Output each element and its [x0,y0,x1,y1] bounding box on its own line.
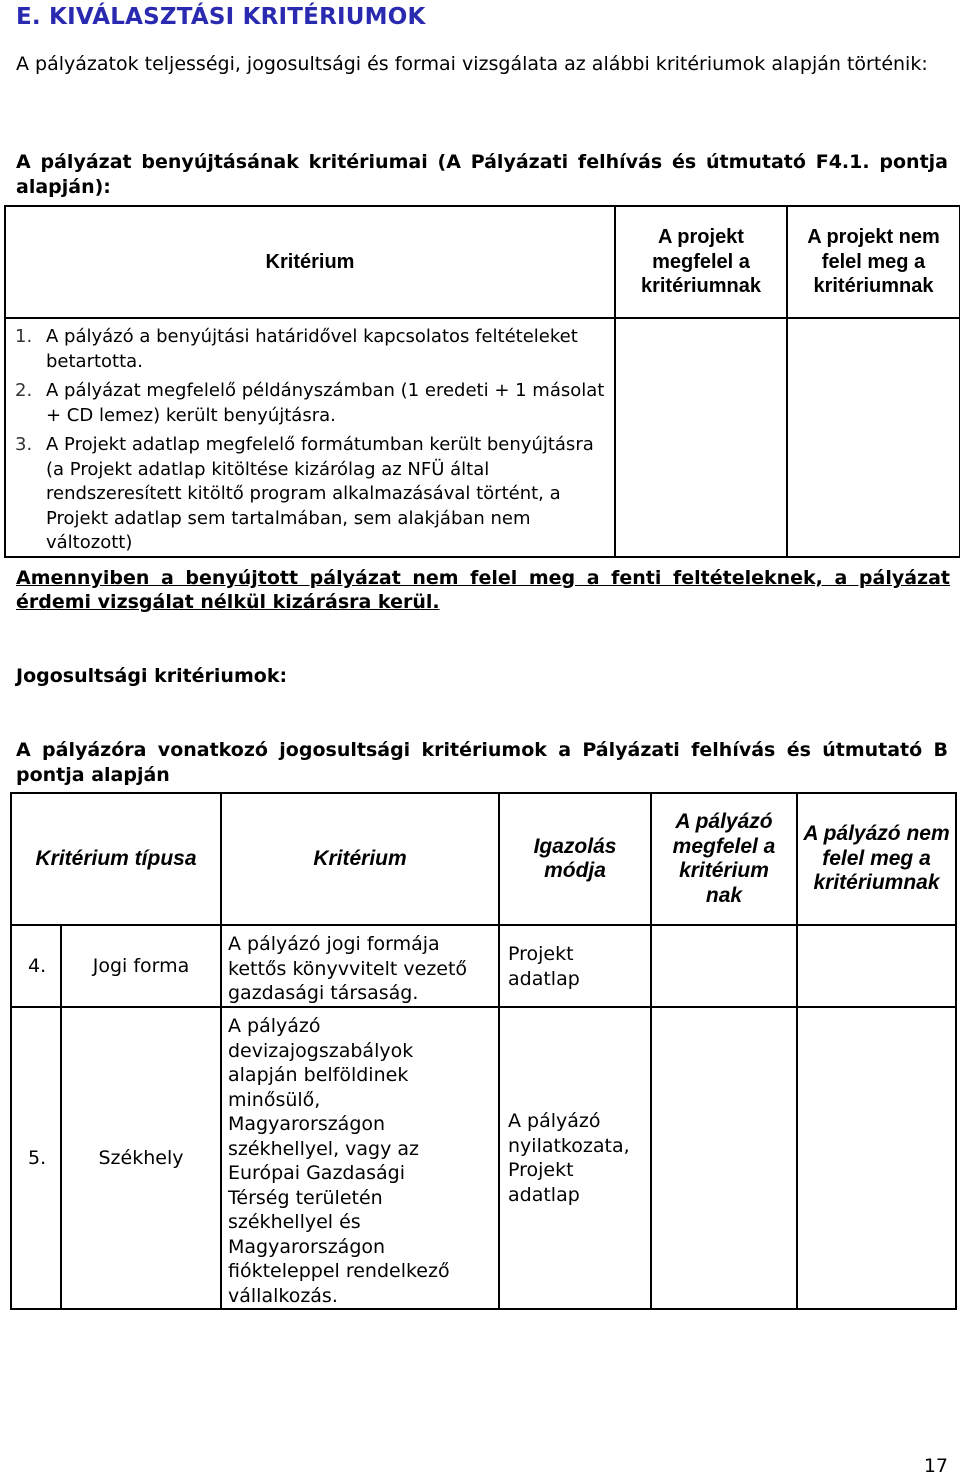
criterion-text: A pályázó a benyújtási határidővel kapcsolatos feltételeket betartotta. [46,326,578,372]
header-type: Kritérium típusa [11,793,221,925]
header-not-meets: A pályázó nem felel meg a kritériumnak [797,793,956,925]
section-title: E. KIVÁLASZTÁSI KRITÉRIUMOK [16,4,426,30]
criterion-row-1: 1. A pályázó a benyújtási határidővel kapcsolatos feltételeket betartotta. [15,326,578,372]
eligibility-heading: Jogosultsági kritériumok: [16,665,288,687]
header-criterion: Kritérium [221,793,499,925]
submission-criteria-table [4,205,959,558]
not-meets-cell [797,925,956,1007]
eligibility-subheading: A pályázóra vonatkozó jogosultsági kritériumok a Pályázati felhívás és útmutató B pontja alapján [16,739,948,786]
not-meets-cell [797,1007,956,1309]
meets-cell [615,318,787,557]
criterion-text: A pályázat megfelelő példányszámban (1 eredeti + 1 másolat + CD lemez) került benyújtásra. [46,380,605,426]
table-row [11,925,956,1007]
row-number: 4. [11,925,61,1007]
not-meets-cell [787,318,960,557]
meets-cell [651,1007,797,1309]
criterion-text: A pályázó jogi formája kettős könyvvitelt vezető gazdasági társaság. [221,925,499,1007]
exclusion-note: Amennyiben a benyújtott pályázat nem felel meg a fenti feltételeknek, a pályázat érdemi vizsgálat nélkül kizárásra kerül. [16,567,950,613]
header-meets: A pályázó megfelel a kritérium nak [651,793,797,925]
header-criterion: Kritérium [5,206,615,318]
header-meets: A projekt megfelel a kritériumnak [615,206,787,318]
row-number: 5. [11,1007,61,1309]
criterion-type: Jogi forma [61,925,221,1007]
header-not-meets: A projekt nem felel meg a kritériumnak [787,206,960,318]
page-number: 17 [923,1455,948,1477]
intro-paragraph: A pályázatok teljességi, jogosultsági és formai vizsgálata az alábbi kritériumok alapján történik: [16,53,928,75]
criterion-type: Székhely [61,1007,221,1309]
criterion-row-3: 3. A Projekt adatlap megfelelő formátumban került benyújtásra (a Projekt adatlap kitöltése kizárólag az NFÜ által rendszeresített kitöltő program alkalmazásával történt, a Projekt adatlap sem tartalmában, sem alakjában nem változott) [15,434,594,553]
criterion-text: A Projekt adatlap megfelelő formátumban került benyújtásra (a Projekt adatlap kitöltése kizárólag az NFÜ által rendszeresített kitöltő program alkalmazásával történt, a Projekt adatlap sem tartalmában, sem alakjában nem változott) [46,434,594,553]
table-row [11,1007,956,1309]
submission-heading: A pályázat benyújtásának kritériumai (A Pályázati felhívás és útmutató F4.1. pontja alapján): [16,151,948,198]
verification-method: Projekt adatlap [499,925,651,1007]
meets-cell [651,925,797,1007]
criteria-cell [5,318,615,557]
verification-method: A pályázó nyilatkozata, Projekt adatlap [499,1007,651,1309]
criterion-text: A pályázó devizajogszabályok alapján belföldinek minősülő, Magyarországon székhellyel, vagy az Európai Gazdasági Térség területén székhellyel és Magyarországon fiókteleppel rendelkező vállalkozás. [221,1007,499,1309]
header-verification: Igazolás módja [499,793,651,925]
criterion-row-2: 2. A pályázat megfelelő példányszámban (1 eredeti + 1 másolat + CD lemez) került benyújtásra. [15,380,605,426]
eligibility-criteria-table [10,792,957,1310]
